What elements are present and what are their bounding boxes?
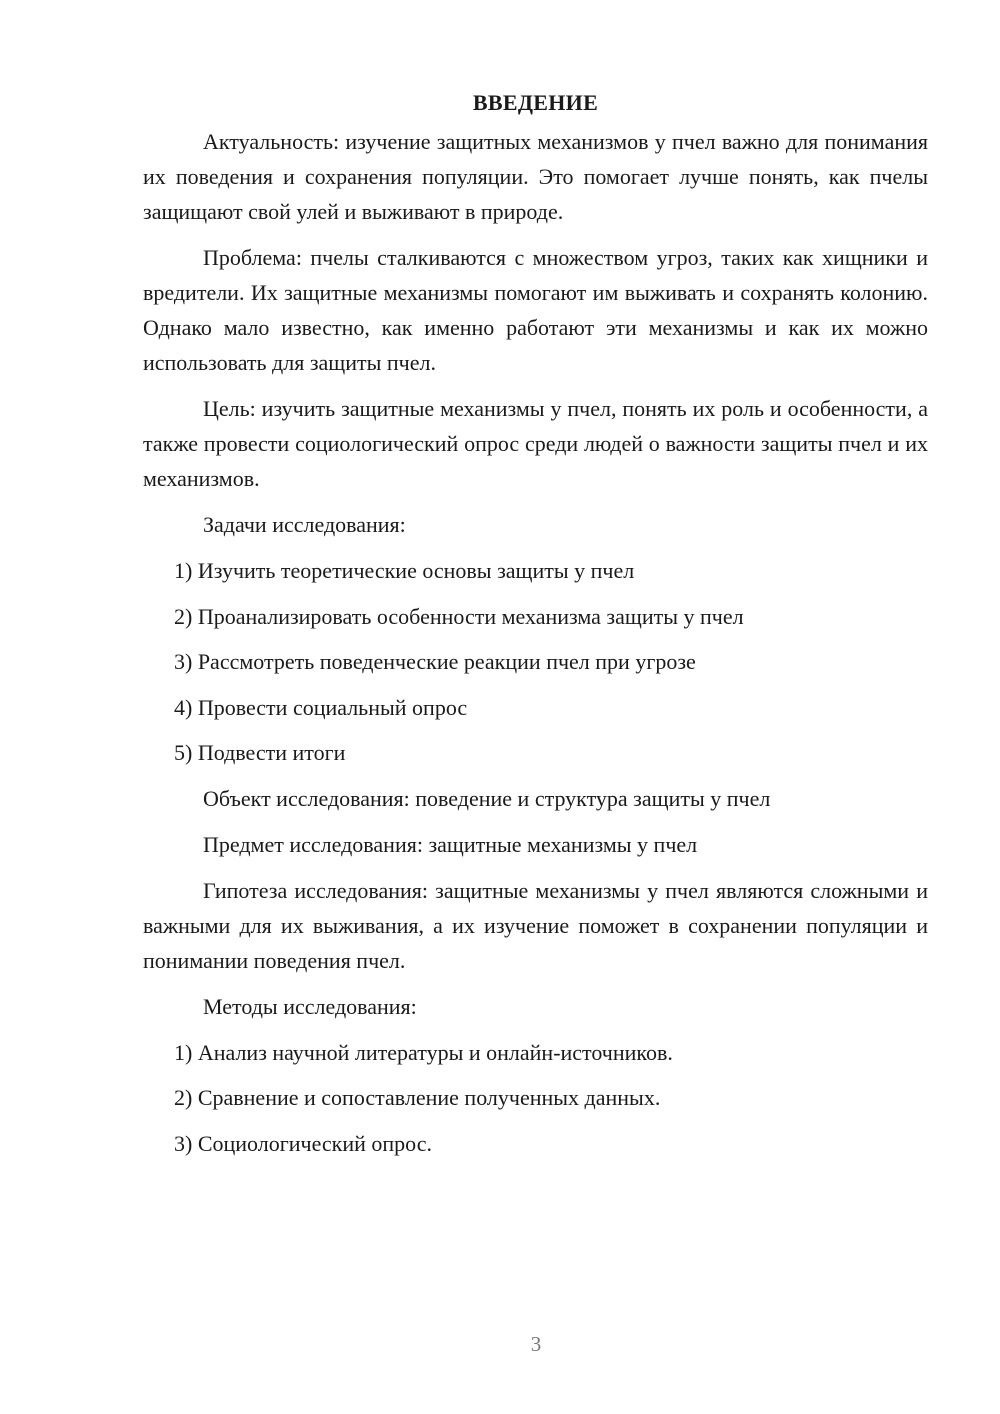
task-item: 5) Подвести итоги [174,740,346,765]
page-number: 3 [530,1332,542,1356]
problem-paragraph: Проблема: пчелы сталкиваются с множеством угроз, таких как хищники и вредители. Их защитные механизмы помогают им выживать и сохранять колонию. Однако мало известно, как именно работают эти механизмы и как их можно использовать для защиты пчел. [143,245,928,375]
object-paragraph: Объект исследования: поведение и структура защиты у пчел [203,785,771,811]
document-page [143,88,928,1171]
task-item: 1) Изучить теоретические основы защиты у пчел [174,558,635,583]
method-item: 2) Сравнение и сопоставление полученных данных. [174,1085,661,1110]
relevance-paragraph: Актуальность: изучение защитных механизмов у пчел важно для понимания их поведения и сохранения популяции. Это помогает лучше понять, как пчелы защищают свой улей и выживают в природе. [143,129,928,224]
task-item: 4) Провести социальный опрос [174,694,468,720]
method-item: 3) Социологический опрос. [174,1130,432,1156]
methods-heading: Методы исследования: [203,993,417,1019]
tasks-heading: Задачи исследования: [203,512,406,537]
methods-list [143,1035,928,1161]
task-item: 3) Рассмотреть поведенческие реакции пчел при угрозе [174,649,696,674]
subject-paragraph: Предмет исследования: защитные механизмы у пчел [203,831,698,857]
hypothesis-paragraph: Гипотеза исследования: защитные механизмы у пчел являются сложными и важными для их выживания, а их изучение поможет в сохранении популяции и понимании поведения пчел. [143,877,928,973]
task-item: 2) Проанализировать особенности механизма защиты у пчел [174,603,744,629]
page-title: ВВЕДЕНИЕ [472,90,599,115]
method-item: 1) Анализ научной литературы и онлайн-источников. [174,1039,673,1065]
goal-paragraph: Цель: изучить защитные механизмы у пчел, понять их роль и особенности, а также провести социологический опрос среди людей о важности защиты пчел и их механизмов. [143,396,928,491]
tasks-list [143,553,928,770]
